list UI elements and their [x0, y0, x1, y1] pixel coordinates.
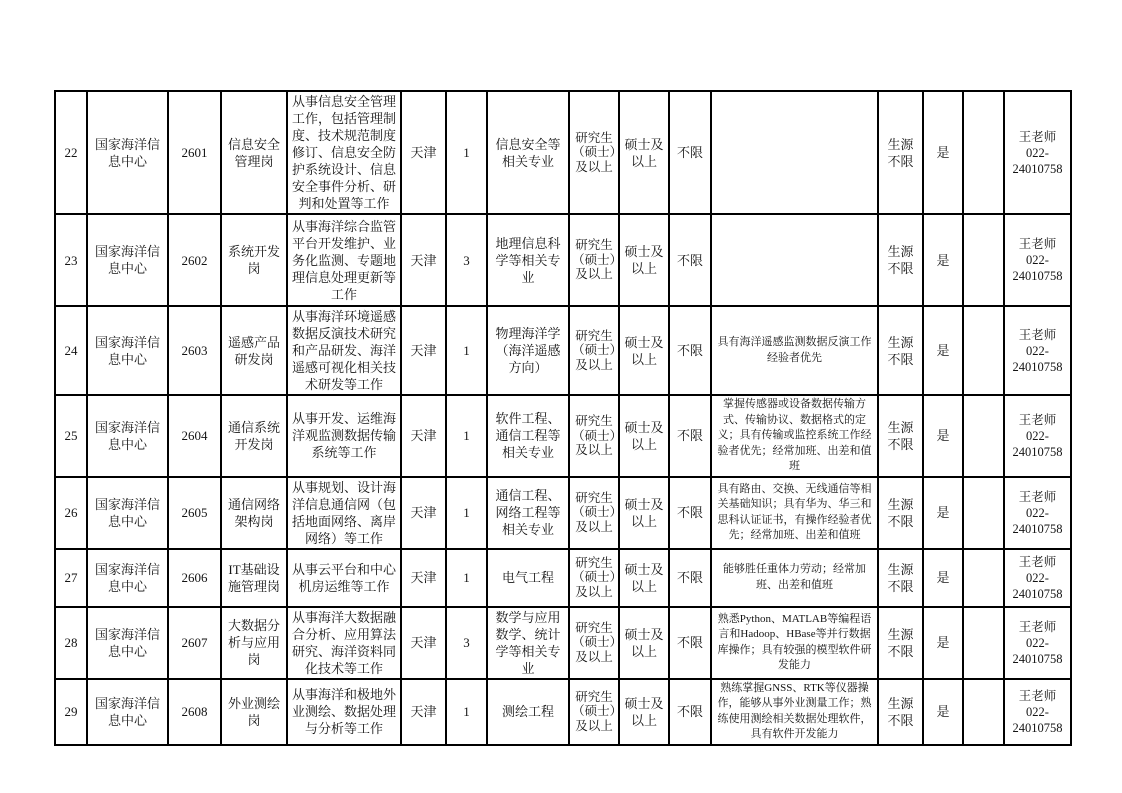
cell-city: 天津 [401, 214, 446, 306]
cell-education: 研究生（硕士）及以上 [569, 91, 619, 214]
cell-unit: 国家海洋信息中心 [87, 91, 168, 214]
cell-post: IT基础设施管理岗 [221, 549, 287, 607]
cell-unit: 国家海洋信息中心 [87, 679, 168, 745]
cell-contact: 王老师 022-24010758 [1004, 395, 1071, 477]
cell-code: 2608 [168, 679, 221, 745]
table-row [55, 679, 1071, 745]
cell-post: 大数据分析与应用岗 [221, 607, 287, 679]
cell-requirements: 熟练掌握GNSS、RTK等仪器操作，能够从事外业测量工作；熟练使用测绘相关数据处理软件，具有软件开发能力 [711, 679, 878, 745]
cell-requirements: 掌握传感器或设备数据传输方式、传输协议、数据格式的定义；具有传输或监控系统工作经验者优先；经常加班、出差和值班 [711, 395, 878, 477]
cell-contact: 王老师 022-24010758 [1004, 477, 1071, 549]
cell-major: 测绘工程 [487, 679, 569, 745]
cell-post: 外业测绘岗 [221, 679, 287, 745]
cell-major: 电气工程 [487, 549, 569, 607]
cell-major: 软件工程、通信工程等相关专业 [487, 395, 569, 477]
cell-political-limit: 不限 [669, 607, 711, 679]
cell-contact: 王老师 022-24010758 [1004, 306, 1071, 395]
cell-yes: 是 [923, 607, 963, 679]
cell-city: 天津 [401, 679, 446, 745]
cell-contact: 王老师 022-24010758 [1004, 91, 1071, 214]
cell-education: 研究生（硕士）及以上 [569, 607, 619, 679]
cell-seq: 22 [55, 91, 87, 214]
cell-duties: 从事云平台和中心机房运维等工作 [287, 549, 401, 607]
cell-unit: 国家海洋信息中心 [87, 549, 168, 607]
cell-requirements: 熟悉Python、MATLAB等编程语言和Hadoop、HBase等并行数据库操作；具有较强的模型软件研发能力 [711, 607, 878, 679]
cell-origin: 生源不限 [878, 549, 923, 607]
cell-code: 2604 [168, 395, 221, 477]
cell-origin: 生源不限 [878, 679, 923, 745]
cell-yes: 是 [923, 214, 963, 306]
cell-origin: 生源不限 [878, 395, 923, 477]
cell-contact: 王老师 022-24010758 [1004, 679, 1071, 745]
cell-seq: 29 [55, 679, 87, 745]
cell-post: 信息安全管理岗 [221, 91, 287, 214]
cell-degree: 硕士及以上 [619, 214, 669, 306]
table-row [55, 395, 1071, 477]
cell-political-limit: 不限 [669, 477, 711, 549]
cell-city: 天津 [401, 607, 446, 679]
cell-duties: 从事海洋大数据融合分析、应用算法研究、海洋资料同化技术等工作 [287, 607, 401, 679]
cell-education: 研究生（硕士）及以上 [569, 679, 619, 745]
cell-headcount: 3 [446, 214, 487, 306]
table-row [55, 306, 1071, 395]
cell-yes: 是 [923, 91, 963, 214]
cell-code: 2607 [168, 607, 221, 679]
cell-education: 研究生（硕士）及以上 [569, 549, 619, 607]
cell-origin: 生源不限 [878, 306, 923, 395]
cell-post: 遥感产品研发岗 [221, 306, 287, 395]
cell-blank [963, 395, 1004, 477]
cell-post: 通信网络架构岗 [221, 477, 287, 549]
cell-degree: 硕士及以上 [619, 679, 669, 745]
cell-code: 2601 [168, 91, 221, 214]
cell-requirements: 具有路由、交换、无线通信等相关基础知识；具有华为、华三和思科认证证书，有操作经验者优先；经常加班、出差和值班 [711, 477, 878, 549]
cell-yes: 是 [923, 395, 963, 477]
cell-headcount: 1 [446, 477, 487, 549]
cell-yes: 是 [923, 477, 963, 549]
cell-origin: 生源不限 [878, 477, 923, 549]
cell-origin: 生源不限 [878, 214, 923, 306]
cell-yes: 是 [923, 306, 963, 395]
cell-duties: 从事规划、设计海洋信息通信网（包括地面网络、离岸网络）等工作 [287, 477, 401, 549]
cell-contact: 王老师 022-24010758 [1004, 549, 1071, 607]
cell-headcount: 1 [446, 306, 487, 395]
cell-unit: 国家海洋信息中心 [87, 395, 168, 477]
cell-post: 系统开发岗 [221, 214, 287, 306]
cell-unit: 国家海洋信息中心 [87, 477, 168, 549]
cell-education: 研究生（硕士）及以上 [569, 477, 619, 549]
recruitment-table [54, 90, 1072, 746]
cell-blank [963, 477, 1004, 549]
cell-political-limit: 不限 [669, 679, 711, 745]
cell-seq: 26 [55, 477, 87, 549]
cell-political-limit: 不限 [669, 306, 711, 395]
cell-yes: 是 [923, 679, 963, 745]
cell-political-limit: 不限 [669, 91, 711, 214]
cell-unit: 国家海洋信息中心 [87, 214, 168, 306]
cell-seq: 27 [55, 549, 87, 607]
cell-headcount: 1 [446, 549, 487, 607]
cell-city: 天津 [401, 91, 446, 214]
table-row [55, 91, 1071, 214]
cell-blank [963, 549, 1004, 607]
cell-city: 天津 [401, 477, 446, 549]
cell-origin: 生源不限 [878, 91, 923, 214]
table-row [55, 607, 1071, 679]
cell-seq: 23 [55, 214, 87, 306]
cell-duties: 从事海洋综合监管平台开发维护、业务化监测、专题地理信息处理更新等工作 [287, 214, 401, 306]
cell-major: 物理海洋学（海洋遥感方向） [487, 306, 569, 395]
cell-post: 通信系统开发岗 [221, 395, 287, 477]
cell-origin: 生源不限 [878, 607, 923, 679]
cell-education: 研究生（硕士）及以上 [569, 395, 619, 477]
cell-degree: 硕士及以上 [619, 549, 669, 607]
cell-degree: 硕士及以上 [619, 91, 669, 214]
cell-code: 2605 [168, 477, 221, 549]
cell-duties: 从事信息安全管理工作，包括管理制度、技术规范制度修订、信息安全防护系统设计、信息安全事件分析、研判和处置等工作 [287, 91, 401, 214]
cell-blank [963, 679, 1004, 745]
cell-duties: 从事开发、运维海洋观监测数据传输系统等工作 [287, 395, 401, 477]
cell-requirements [711, 91, 878, 214]
cell-headcount: 1 [446, 679, 487, 745]
cell-degree: 硕士及以上 [619, 395, 669, 477]
cell-headcount: 1 [446, 395, 487, 477]
cell-duties: 从事海洋环境遥感数据反演技术研究和产品研发、海洋遥感可视化相关技术研发等工作 [287, 306, 401, 395]
cell-requirements: 具有海洋遥感监测数据反演工作经验者优先 [711, 306, 878, 395]
cell-code: 2603 [168, 306, 221, 395]
cell-blank [963, 306, 1004, 395]
cell-city: 天津 [401, 306, 446, 395]
cell-degree: 硕士及以上 [619, 477, 669, 549]
cell-unit: 国家海洋信息中心 [87, 607, 168, 679]
cell-blank [963, 91, 1004, 214]
cell-education: 研究生（硕士）及以上 [569, 306, 619, 395]
cell-major: 信息安全等相关专业 [487, 91, 569, 214]
cell-major: 数学与应用数学、统计学等相关专业 [487, 607, 569, 679]
cell-political-limit: 不限 [669, 549, 711, 607]
cell-seq: 24 [55, 306, 87, 395]
cell-major: 地理信息科学等相关专业 [487, 214, 569, 306]
cell-yes: 是 [923, 549, 963, 607]
cell-political-limit: 不限 [669, 214, 711, 306]
cell-code: 2602 [168, 214, 221, 306]
table-row [55, 214, 1071, 306]
cell-degree: 硕士及以上 [619, 607, 669, 679]
cell-duties: 从事海洋和极地外业测绘、数据处理与分析等工作 [287, 679, 401, 745]
cell-seq: 28 [55, 607, 87, 679]
cell-major: 通信工程、网络工程等相关专业 [487, 477, 569, 549]
cell-unit: 国家海洋信息中心 [87, 306, 168, 395]
cell-headcount: 3 [446, 607, 487, 679]
cell-requirements: 能够胜任重体力劳动；经常加班、出差和值班 [711, 549, 878, 607]
cell-education: 研究生（硕士）及以上 [569, 214, 619, 306]
cell-degree: 硕士及以上 [619, 306, 669, 395]
cell-seq: 25 [55, 395, 87, 477]
cell-city: 天津 [401, 395, 446, 477]
table-row [55, 477, 1071, 549]
cell-blank [963, 607, 1004, 679]
table-row [55, 549, 1071, 607]
cell-city: 天津 [401, 549, 446, 607]
cell-code: 2606 [168, 549, 221, 607]
cell-political-limit: 不限 [669, 395, 711, 477]
cell-requirements [711, 214, 878, 306]
cell-contact: 王老师 022-24010758 [1004, 214, 1071, 306]
cell-blank [963, 214, 1004, 306]
cell-headcount: 1 [446, 91, 487, 214]
cell-contact: 王老师 022-24010758 [1004, 607, 1071, 679]
